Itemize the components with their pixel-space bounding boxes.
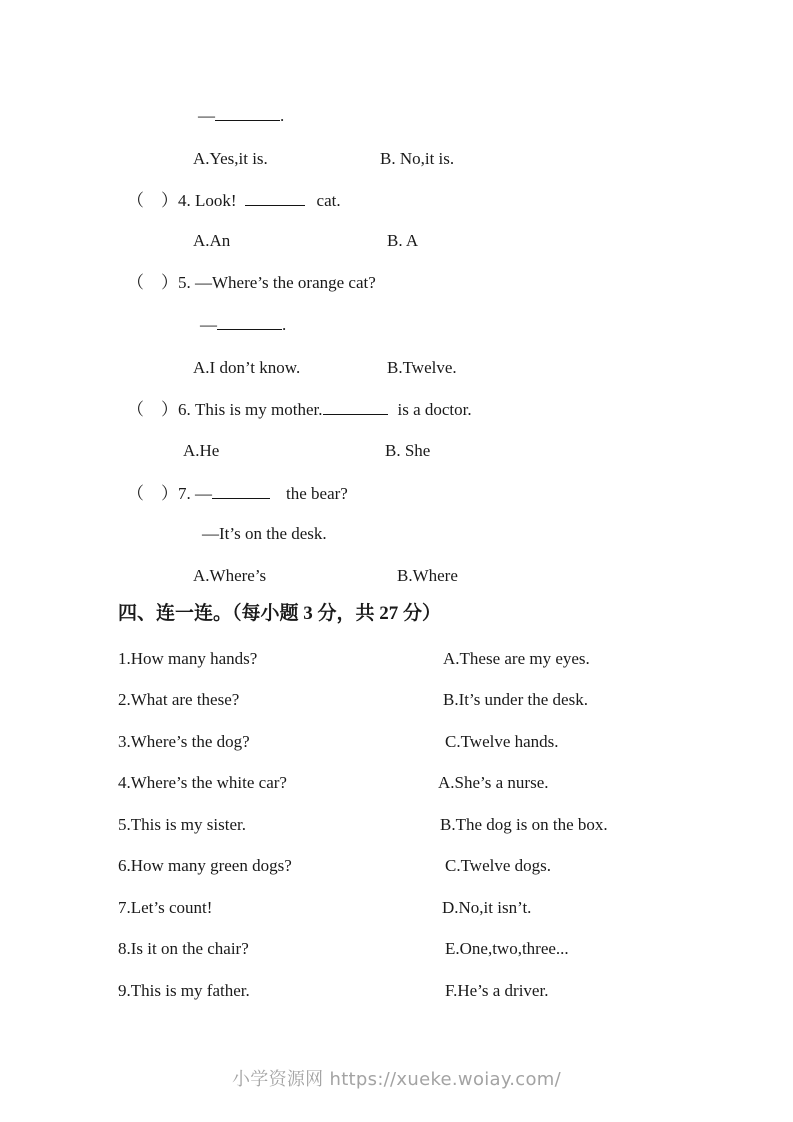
question-line-6 xyxy=(127,399,472,421)
question-blank xyxy=(212,486,270,499)
question-line-7 xyxy=(127,483,348,505)
match-row-6 xyxy=(0,855,793,877)
match-right: F.He’s a driver. xyxy=(445,981,549,1000)
match-right: C.Twelve dogs. xyxy=(445,856,551,875)
match-right: E.One,two,three... xyxy=(445,939,569,958)
match-row-7 xyxy=(0,897,793,919)
question-text: （ ）5. —Where’s the orange cat? xyxy=(127,273,376,292)
match-row-2 xyxy=(0,689,793,711)
q4-options-row xyxy=(0,230,793,252)
option-b: B. No,it is. xyxy=(380,149,455,168)
answer-blank xyxy=(217,317,282,330)
match-right: A.She’s a nurse. xyxy=(438,773,549,792)
match-left: 4.Where’s the white car? xyxy=(118,773,287,792)
question-text: （ ）7. — xyxy=(127,484,212,503)
option-b: B. A xyxy=(387,231,419,250)
watermark xyxy=(0,1069,793,1091)
match-row-1 xyxy=(0,648,793,670)
question-text: is a doctor. xyxy=(397,400,472,419)
option-b: B.Where xyxy=(397,566,458,585)
match-left: 9.This is my father. xyxy=(118,981,250,1000)
watermark-text: 小学资源网 https://xueke.woiay.com/ xyxy=(231,1069,562,1090)
match-right: B.It’s under the desk. xyxy=(443,690,588,709)
match-left: 6.How many green dogs? xyxy=(118,856,292,875)
match-row-4 xyxy=(0,772,793,794)
match-right: B.The dog is on the box. xyxy=(440,815,608,834)
option-a: A.He xyxy=(183,441,220,460)
option-a: A.I don’t know. xyxy=(193,358,301,377)
q6-options-row xyxy=(0,440,793,462)
option-b: B.Twelve. xyxy=(387,358,457,377)
em-dash: — xyxy=(198,106,215,125)
match-row-3 xyxy=(0,731,793,753)
q5-options-row xyxy=(0,357,793,379)
match-left: 1.How many hands? xyxy=(118,649,258,668)
match-row-5 xyxy=(0,814,793,836)
question-text: （ ）6. This is my mother. xyxy=(127,400,323,419)
answer-text: —It’s on the desk. xyxy=(202,524,327,543)
question-blank xyxy=(323,402,388,415)
q7-options-row xyxy=(0,565,793,587)
match-right: A.These are my eyes. xyxy=(443,649,590,668)
match-left: 8.Is it on the chair? xyxy=(118,939,249,958)
match-row-8 xyxy=(0,938,793,960)
question-line-4 xyxy=(127,190,341,212)
question-line-5 xyxy=(127,272,376,294)
question-text: cat. xyxy=(316,191,341,210)
match-right: C.Twelve hands. xyxy=(445,732,559,751)
answer-blank xyxy=(215,108,280,121)
match-left: 7.Let’s count! xyxy=(118,898,213,917)
section-heading-text: 四、连一连。（每小题 3 分，共 27 分） xyxy=(118,603,442,624)
q3-options-row xyxy=(0,148,793,170)
match-left: 3.Where’s the dog? xyxy=(118,732,250,751)
option-a: A.Where’s xyxy=(193,566,267,585)
match-left: 2.What are these? xyxy=(118,690,240,709)
option-a: A.An xyxy=(193,231,231,250)
option-b: B. She xyxy=(385,441,431,460)
question-text: the bear? xyxy=(286,484,348,503)
period: . xyxy=(280,106,285,125)
match-row-9 xyxy=(0,980,793,1002)
period: . xyxy=(282,315,287,334)
option-a: A.Yes,it is. xyxy=(193,149,268,168)
match-left: 5.This is my sister. xyxy=(118,815,246,834)
q7-answer-line xyxy=(202,523,327,545)
question-text: （ ）4. Look! xyxy=(127,191,237,210)
em-dash: — xyxy=(200,315,217,334)
q3-answer-line xyxy=(198,105,284,127)
question-blank xyxy=(245,193,305,206)
q5-answer-line xyxy=(200,314,286,336)
match-right: D.No,it isn’t. xyxy=(442,898,532,917)
section-heading xyxy=(118,601,441,627)
